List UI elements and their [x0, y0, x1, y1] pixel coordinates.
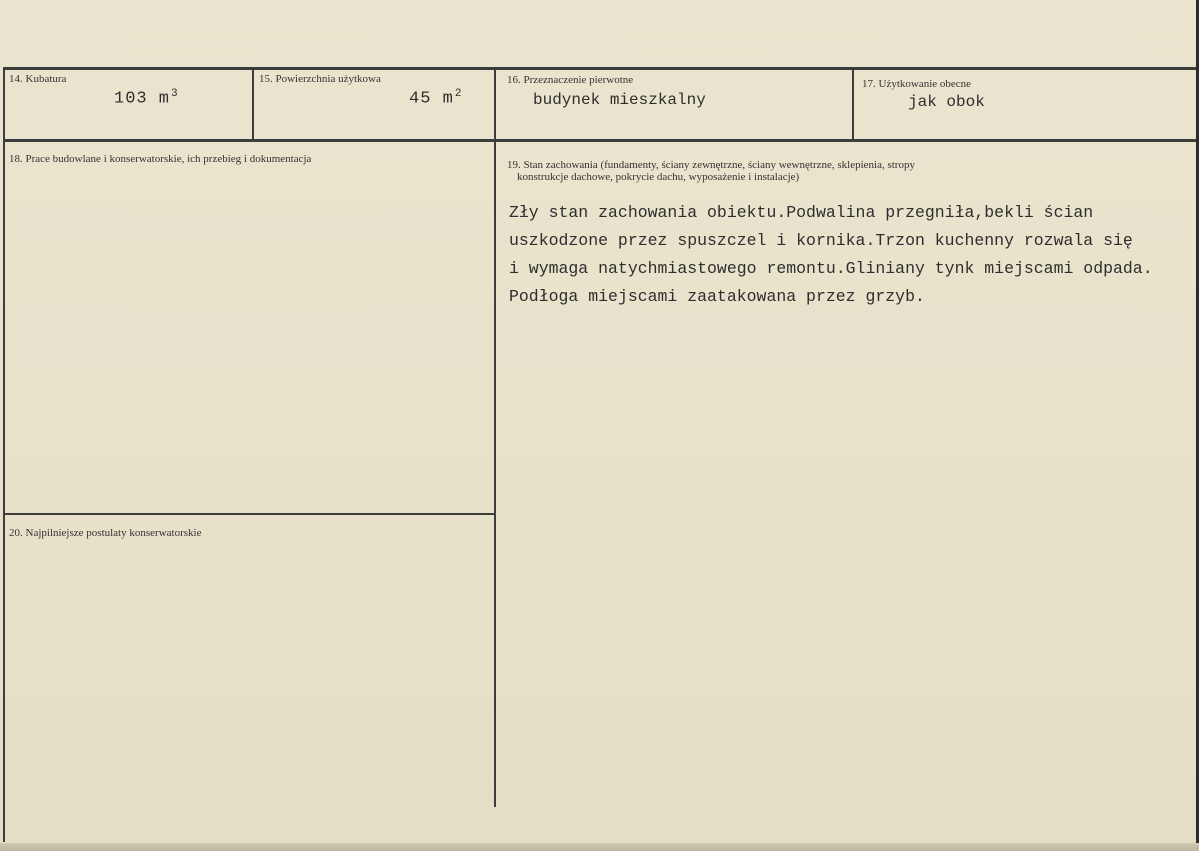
prace-budowlane-label: 18. Prace budowlane i konserwatorskie, ich przebieg i dokumentacja	[9, 153, 312, 165]
kubatura-number: 103 m	[114, 89, 171, 109]
stan-zachowania-line: uszkodzone przez spuszczel i kornika.Trzon kuchenny rozwala się	[509, 231, 1133, 250]
divider-14-15	[252, 67, 254, 141]
powierzchnia-label: 15. Powierzchnia użytkowa	[259, 73, 381, 85]
stan-zachowania-line: Zły stan zachowania obiektu.Podwalina przegniła,bekli ścian	[509, 203, 1094, 222]
uzytkowanie-value: jak obok	[908, 93, 985, 111]
stan-zachowania-label-line2: konstrukcje dachowe, pokrycie dachu, wyposażenie i instalacje)	[517, 171, 800, 183]
kubatura-value	[114, 88, 179, 109]
uzytkowanie-label: 17. Użytkowanie obecne	[862, 78, 972, 90]
kubatura-label: 14. Kubatura	[9, 73, 67, 85]
przeznaczenie-label: 16. Przeznaczenie pierwotne	[507, 74, 634, 86]
scan-edge-bottom	[0, 843, 1199, 851]
stan-zachowania-line: i wymaga natychmiastowego remontu.Gliniany tynk miejscami odpada.	[509, 259, 1153, 278]
powierzchnia-number: 45 m	[409, 89, 454, 109]
stan-zachowania-label-line1: 19. Stan zachowania (fundamenty, ściany zewnętrzne, ściany wewnętrzne, sklepienia, stropy	[507, 159, 915, 171]
kubatura-unit-exponent: 3	[171, 88, 179, 100]
stan-zachowania-line: Podłoga miejscami zaatakowana przez grzyb.	[509, 287, 925, 306]
postulaty-label: 20. Najpilniejsze postulaty konserwatorskie	[9, 527, 202, 539]
przeznaczenie-value: budynek mieszkalny	[533, 91, 706, 109]
left-border	[3, 67, 5, 842]
left-column-divider	[3, 513, 495, 515]
divider-16-17	[852, 67, 854, 141]
stan-zachowania-text	[509, 199, 1153, 311]
row-divider	[3, 139, 1197, 142]
powierzchnia-value	[409, 88, 462, 109]
powierzchnia-unit-exponent: 2	[454, 88, 463, 100]
top-rule	[3, 67, 1197, 70]
center-divider	[494, 67, 496, 807]
